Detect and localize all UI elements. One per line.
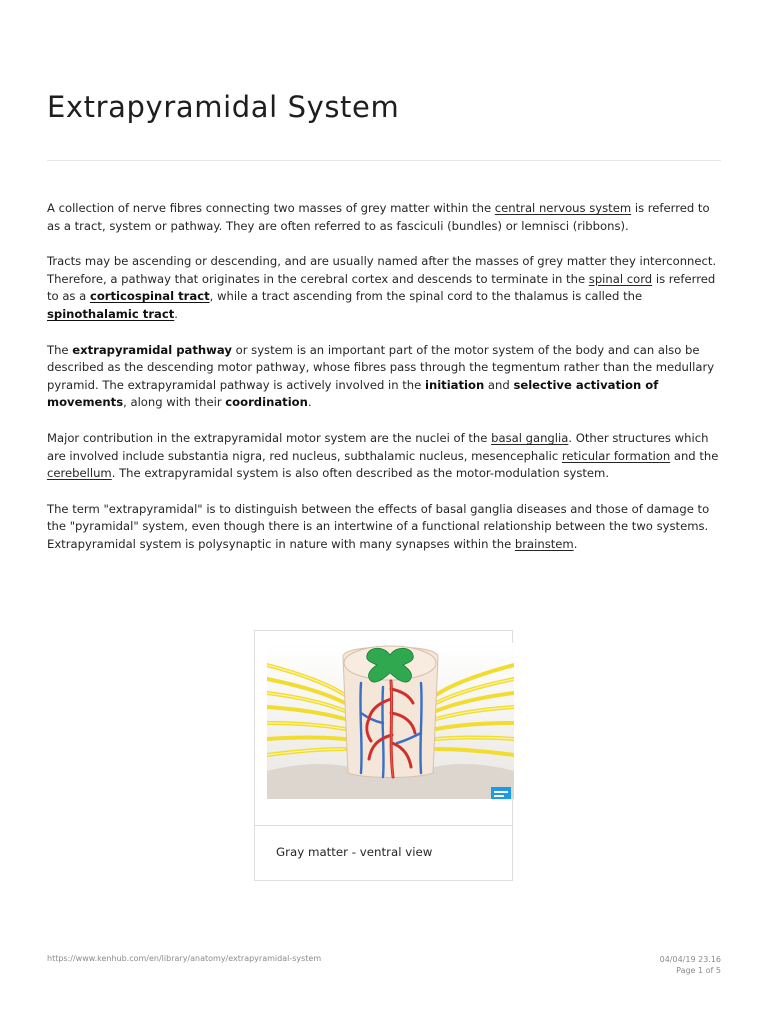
link-spinothalamic-tract[interactable]: spinothalamic tract: [47, 306, 175, 321]
text-span: and the: [670, 448, 719, 463]
footer-url: https://www.kenhub.com/en/library/anatomy/extrapyramidal-system: [47, 954, 322, 963]
title-divider: [47, 160, 721, 161]
text-span: .: [573, 536, 578, 551]
footer-timestamp: 04/04/19 23.16: [659, 955, 721, 964]
text-span: A collection of nerve fibres connecting two masses of grey matter within the: [47, 201, 495, 215]
paragraph-4: [47, 430, 723, 483]
article-body: [47, 200, 723, 572]
link-corticospinal-tract[interactable]: corticospinal tract: [89, 289, 210, 304]
paragraph-5: [47, 501, 723, 554]
text-span: and: [484, 377, 514, 392]
text-span: is referred to as a tract, system or pathway. They are often referred to as fasciculi (bundles) or lemnisci (ribbons).: [47, 201, 710, 233]
text-span: . The extrapyramidal system is also often described as the motor-modulation system.: [111, 466, 610, 481]
bold-initiation: initiation: [424, 377, 485, 392]
figure-divider: [255, 825, 512, 826]
text-span: is referred to as a: [47, 271, 716, 304]
link-central-nervous-system[interactable]: central nervous system: [494, 201, 632, 215]
bold-coordination: coordination: [225, 395, 308, 410]
text-span: . Other structures which are involved include substantia nigra, red nucleus, subthalamic nucleus, mesencephalic: [47, 430, 709, 463]
bold-selective-activation: selective activation of movements: [47, 377, 659, 410]
link-spinal-cord[interactable]: spinal cord: [588, 271, 653, 286]
text-span: , along with their: [123, 395, 226, 410]
text-span: .: [174, 306, 178, 321]
text-span: The term "extrapyramidal" is to distinguish between the effects of basal ganglia diseases and those of damage to the "pyramidal" system, even though there is an intertwine of a functional relationship between the two systems. Extrapyramidal system is polysynaptic in nature with many synapses within the: [47, 501, 710, 551]
figure-caption: Gray matter - ventral view: [276, 845, 433, 859]
paragraph-1: [47, 200, 723, 235]
text-span: , while a tract ascending from the spinal cord to the thalamus is called the: [209, 289, 643, 304]
footer-page-number: Page 1 of 5: [676, 966, 721, 975]
text-span: Tracts may be ascending or descending, and are usually named after the masses of grey matter they interconnect. Therefore, a pathway that originates in the cerebral cortex and descends to terminate in the: [47, 254, 717, 286]
text-span: or system is an important part of the motor system of the body and can also be described as the descending motor pathway, whose fibres pass through the tegmentum rather than the medullary pyramid. The extrapyramidal pathway is actively involved in the: [47, 342, 715, 392]
spinal-cord-illustration[interactable]: [267, 643, 514, 799]
link-brainstem[interactable]: brainstem: [514, 536, 574, 551]
spinal-cord-icon: [267, 643, 514, 799]
paragraph-3: [47, 342, 723, 412]
text-span: The: [47, 342, 73, 357]
link-cerebellum[interactable]: cerebellum: [47, 466, 112, 481]
footer-meta: [660, 954, 721, 976]
link-basal-ganglia[interactable]: basal ganglia: [491, 430, 569, 445]
text-span: Major contribution in the extrapyramidal motor system are the nuclei of the: [47, 430, 492, 445]
paragraph-2: [47, 253, 723, 323]
figure-card[interactable]: [254, 630, 513, 881]
link-reticular-formation[interactable]: reticular formation: [561, 448, 671, 463]
page-title: Extrapyramidal System: [47, 90, 400, 124]
bold-extrapyramidal-pathway: extrapyramidal pathway: [72, 342, 232, 357]
text-span: .: [307, 395, 312, 410]
